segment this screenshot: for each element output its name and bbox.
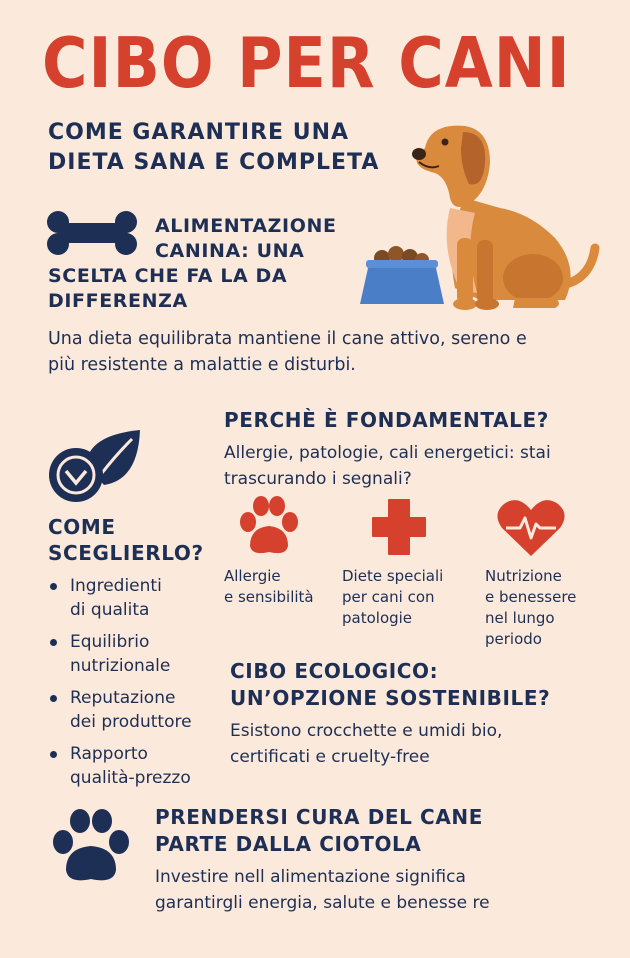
intro-heading: ALIMENTAZIONE CANINA: UNA: [155, 215, 337, 262]
leaf-badge-icon: [46, 425, 144, 505]
why-item-allergie: Allergie e sensibilità: [224, 567, 314, 606]
list-item: Reputazione dei produttore: [50, 686, 220, 734]
page-subtitle: COME GARANTIRE UNA DIETA SANA E COMPLETA: [48, 120, 380, 175]
why-heading: PERCHÈ È FONDAMENTALE?: [224, 408, 549, 432]
heart-pulse-icon: [496, 498, 566, 558]
bone-icon: [46, 210, 138, 256]
intro-text: Una dieta equilibrata mantiene il cane attivo, sereno e più resistente a malattie e disturbi.: [48, 329, 527, 375]
why-item-nutrizione: Nutrizione e benessere nel lungo periodo: [485, 567, 577, 648]
choose-list: [50, 574, 220, 798]
bowl-icon: [356, 240, 448, 308]
list-item: Rapporto qualità-prezzo: [50, 742, 220, 790]
paw-icon: [236, 496, 302, 558]
eco-heading: CIBO ECOLOGICO: UN’OPZIONE SOSTENIBILE?: [230, 659, 551, 710]
intro-heading-continued: SCELTA CHE FA LA DA DIFFERENZA: [48, 265, 288, 312]
why-item-diete: Diete speciali per cani con patologie: [342, 567, 444, 627]
eco-text: Esistono crocchette e umidi bio, certificati e cruelty-free: [230, 721, 503, 767]
footer-heading: PRENDERSI CURA DEL CANE PARTE DALLA CIOTOLA: [155, 805, 484, 856]
footer-paw-icon: [50, 808, 132, 886]
list-item: Ingredienti di qualita: [50, 574, 220, 622]
list-item: Equilibrio nutrizionale: [50, 630, 220, 678]
page-title: CIBO PER CANI: [42, 22, 571, 104]
footer-text: Investire nell alimentazione significa garantirgli energia, salute e benesse re: [155, 867, 490, 913]
why-text: Allergie, patologie, cali energetici: stai trascurando i segnali?: [224, 443, 551, 489]
medical-cross-icon: [371, 498, 427, 556]
choose-heading: COME SCEGLIERLO?: [48, 515, 204, 565]
